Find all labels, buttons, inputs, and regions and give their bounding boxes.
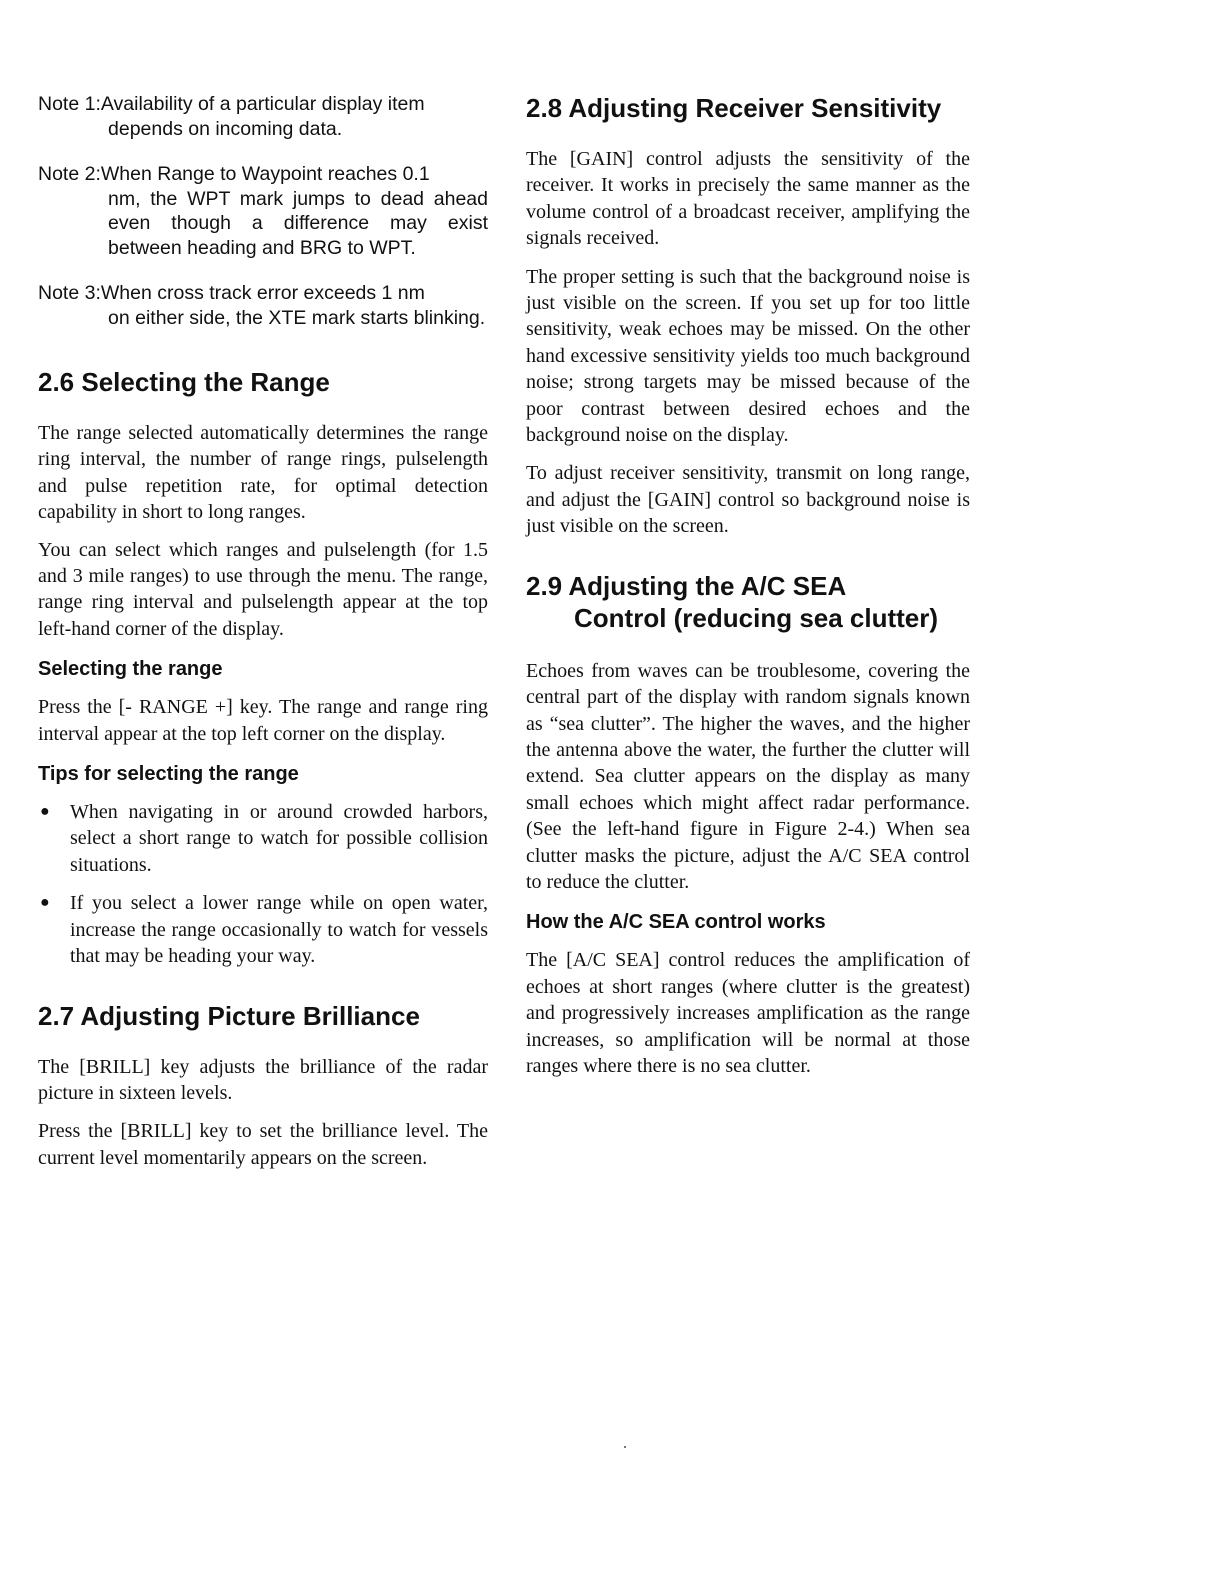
bullet-text: If you select a lower range while on open water, increase the range occasionally to watch for vessels that may be heading your way. xyxy=(70,892,488,968)
section-heading-2-9 xyxy=(526,570,970,634)
left-column xyxy=(38,92,488,1171)
right-column xyxy=(526,92,970,1079)
bullet-text: When navigating in or around crowded harbors, select a short range to watch for possible collision situations. xyxy=(70,801,488,876)
note-text-rest: nm, the WPT mark jumps to dead ahead even though a difference may exist between heading and BRG to WPT. xyxy=(108,187,488,259)
subheading-tips: Tips for selecting the range xyxy=(38,763,299,786)
heading-line: Control (reducing sea clutter) xyxy=(574,602,939,633)
paragraph: The proper setting is such that the background noise is just visible on the screen. If you set up for too little sensitivity, weak echoes may be missed. On the other hand excessive sensitivity yields too much background noise; strong targets may be missed because of the poor contrast between desired echoes and the background noise on the display. xyxy=(526,265,970,447)
paragraph: Echoes from waves can be troublesome, covering the central part of the display with random signals known as “sea clutter”. The higher the waves, and the higher the antenna above the water, the further the clutter will extend. Sea clutter appears on the display as many small echoes which might affect radar performance. (See the left-hand figure in Figure 2-4.) When sea clutter masks the picture, adjust the A/C SEA control to reduce the clutter. xyxy=(526,659,970,893)
note-label: Note 3: xyxy=(38,282,101,304)
bullet-item xyxy=(38,799,488,878)
bullet-icon: ● xyxy=(40,803,50,821)
paragraph: You can select which ranges and pulselength (for 1.5 and 3 mile ranges) to use through the menu. The range, range ring interval and pulselength appear at the top left-hand corner of the display. xyxy=(38,538,488,640)
paragraph: The [A/C SEA] control reduces the amplification of echoes at short ranges (where clutter is the greatest) and progressively increases amplification as the range increases, so amplification will be normal at those ranges where there is no sea clutter. xyxy=(526,949,970,1077)
scan-speck xyxy=(624,1446,626,1448)
paragraph: The [BRILL] key adjusts the brilliance of the radar picture in sixteen levels. xyxy=(38,1055,488,1104)
note-3 xyxy=(38,281,488,330)
section-heading-2-8: 2.8 Adjusting Receiver Sensitivity xyxy=(526,93,942,123)
note-label: Note 1: xyxy=(38,93,101,115)
paragraph: The [GAIN] control adjusts the sensitivity of the receiver. It works in precisely the same manner as the volume control of a broadcast receiver, amplifying the signals received. xyxy=(526,148,970,250)
note-label: Note 2: xyxy=(38,163,101,185)
note-text-rest: on either side, the XTE mark starts blinking. xyxy=(108,306,486,329)
note-text: Availability of a particular display item xyxy=(100,93,425,115)
note-2 xyxy=(38,162,488,260)
note-text-rest: depends on incoming data. xyxy=(108,117,343,140)
paragraph: Press the [BRILL] key to set the brilliance level. The current level momentarily appears on the screen. xyxy=(38,1120,488,1169)
paragraph: To adjust receiver sensitivity, transmit on long range, and adjust the [GAIN] control so background noise is just visible on the screen. xyxy=(526,462,970,538)
note-1 xyxy=(38,92,488,141)
section-heading-2-7: 2.7 Adjusting Picture Brilliance xyxy=(38,1000,420,1031)
paragraph: The range selected automatically determines the range ring interval, the number of range rings, pulselength and pulse repetition rate, for optimal detection capability in short to long ranges. xyxy=(38,422,488,524)
section-heading-2-6: 2.6 Selecting the Range xyxy=(38,367,330,397)
bullet-item xyxy=(38,890,488,969)
paragraph: Press the [- RANGE +] key. The range and range ring interval appear at the top left corner on the display. xyxy=(38,696,488,745)
note-text: When Range to Waypoint reaches 0.1 xyxy=(100,163,430,185)
bullet-icon: ● xyxy=(40,894,50,912)
subheading-ac-sea-works: How the A/C SEA control works xyxy=(526,911,826,934)
heading-line: 2.9 Adjusting the A/C SEA xyxy=(526,570,847,601)
note-text: When cross track error exceeds 1 nm xyxy=(100,282,425,304)
subheading-selecting-range: Selecting the range xyxy=(38,658,223,681)
